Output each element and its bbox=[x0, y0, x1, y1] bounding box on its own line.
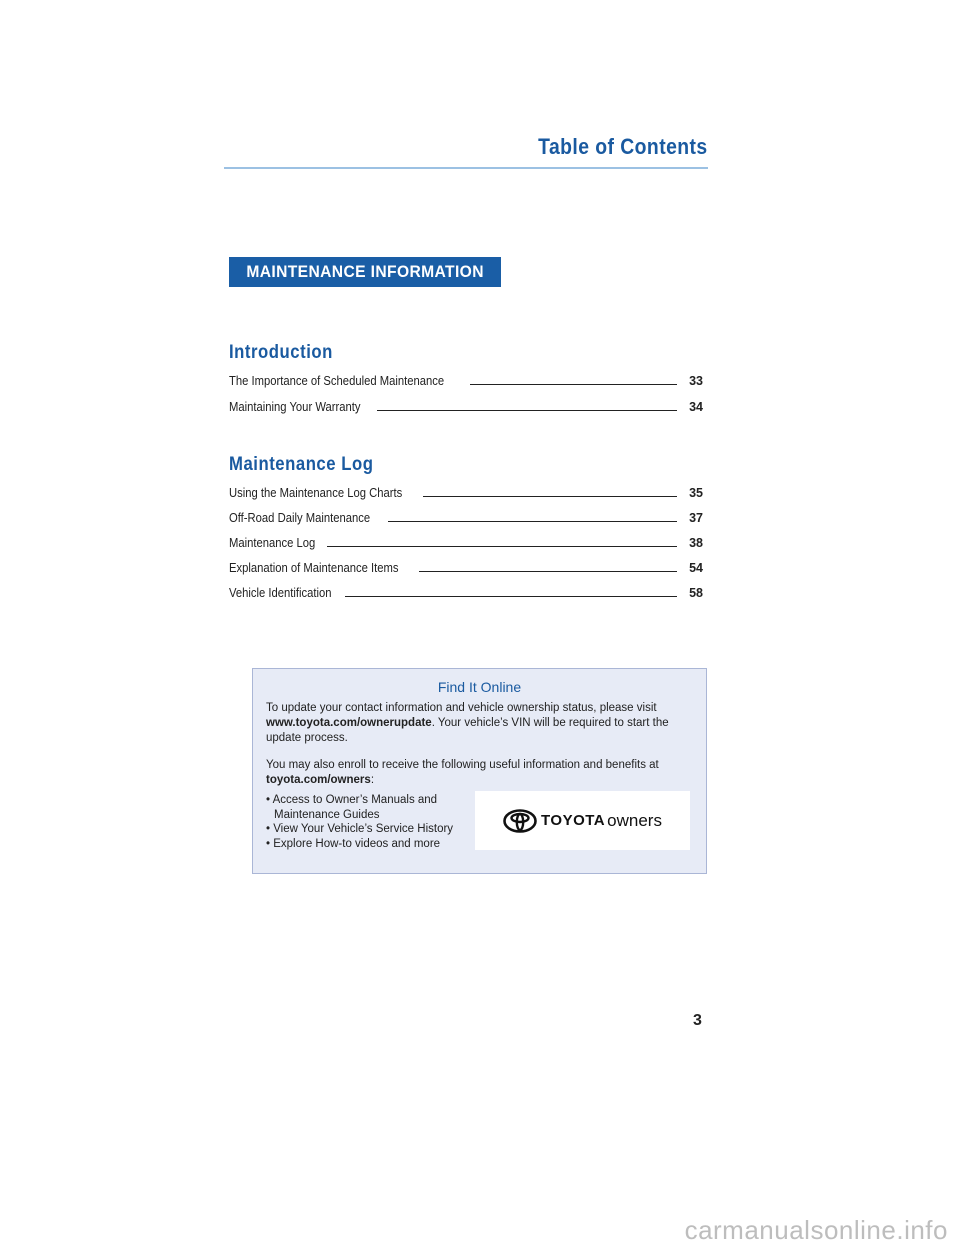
list-item: Maintenance Guides bbox=[274, 808, 380, 821]
toc-entry-page: 33 bbox=[689, 374, 703, 388]
list-item: • Explore How-to videos and more bbox=[266, 837, 441, 850]
toc-entry[interactable] bbox=[229, 394, 703, 414]
toc-entry[interactable] bbox=[229, 555, 703, 575]
toc-entry-label: Explanation of Maintenance Items bbox=[229, 561, 399, 575]
toyota-owners-logo bbox=[475, 791, 690, 850]
section-banner-label: MAINTENANCE INFORMATION bbox=[246, 262, 484, 281]
info-paragraph-update bbox=[266, 701, 694, 746]
toc-entry-page: 34 bbox=[689, 400, 703, 414]
toc-leader-line bbox=[470, 384, 677, 385]
list-item: • Access to Owner’s Manuals and bbox=[266, 794, 438, 806]
toc-leader-line bbox=[327, 546, 677, 547]
info-box-title: Find It Online bbox=[437, 679, 522, 695]
toc-leader-line bbox=[423, 496, 677, 497]
find-it-online-box bbox=[252, 668, 707, 874]
toyota-emblem-icon bbox=[503, 809, 537, 833]
info-text: : bbox=[370, 774, 375, 786]
toc-entry[interactable] bbox=[229, 480, 703, 500]
info-text: To update your contact information and vehicle ownership status, please visit bbox=[266, 702, 657, 714]
toc-entry[interactable] bbox=[229, 530, 703, 550]
owners-link[interactable]: toyota.com/owners bbox=[266, 774, 371, 786]
title-divider bbox=[224, 167, 708, 169]
benefits-list bbox=[266, 793, 453, 851]
page-title: Table of Contents bbox=[538, 134, 708, 159]
toc-entry-label: Off-Road Daily Maintenance bbox=[229, 511, 371, 525]
toc-leader-line bbox=[419, 571, 677, 572]
info-text: . Your vehicle’s VIN will be required to start the update process. bbox=[266, 717, 669, 744]
logo-word-owners: owners bbox=[607, 810, 662, 830]
info-text: You may also enroll to receive the following useful information and benefits at bbox=[266, 759, 659, 771]
toc-entry-label: Using the Maintenance Log Charts bbox=[229, 486, 403, 500]
toc-entry[interactable] bbox=[229, 368, 703, 388]
list-item: • View Your Vehicle’s Service History bbox=[266, 823, 454, 835]
toc-entry-label: Vehicle Identification bbox=[229, 586, 332, 600]
page-number: 3 bbox=[693, 1012, 702, 1029]
logo-word-toyota: TOYOTA bbox=[541, 812, 606, 829]
toc-entry[interactable] bbox=[229, 580, 703, 600]
toc-entry-label: The Importance of Scheduled Maintenance bbox=[229, 374, 445, 388]
toc-entry[interactable] bbox=[229, 505, 703, 525]
toc-entry-page: 37 bbox=[689, 511, 703, 525]
group-heading-maintenance-log: Maintenance Log bbox=[229, 454, 374, 475]
section-banner bbox=[229, 257, 501, 287]
info-paragraph-enroll bbox=[266, 758, 694, 788]
toc-entry-label: Maintaining Your Warranty bbox=[229, 400, 361, 414]
toc-leader-line bbox=[388, 521, 677, 522]
toc-entry-page: 35 bbox=[689, 486, 703, 500]
toc-leader-line bbox=[345, 596, 677, 597]
toc-leader-line bbox=[377, 410, 677, 411]
toc-entry-page: 38 bbox=[689, 536, 703, 550]
toc-entry-page: 54 bbox=[689, 561, 703, 575]
toc-entry-page: 58 bbox=[689, 586, 703, 600]
watermark: carmanualsonline.info bbox=[684, 1215, 948, 1245]
group-heading-introduction: Introduction bbox=[229, 342, 333, 363]
toc-entry-label: Maintenance Log bbox=[229, 536, 316, 550]
ownerupdate-link[interactable]: www.toyota.com/ownerupdate bbox=[266, 717, 432, 729]
